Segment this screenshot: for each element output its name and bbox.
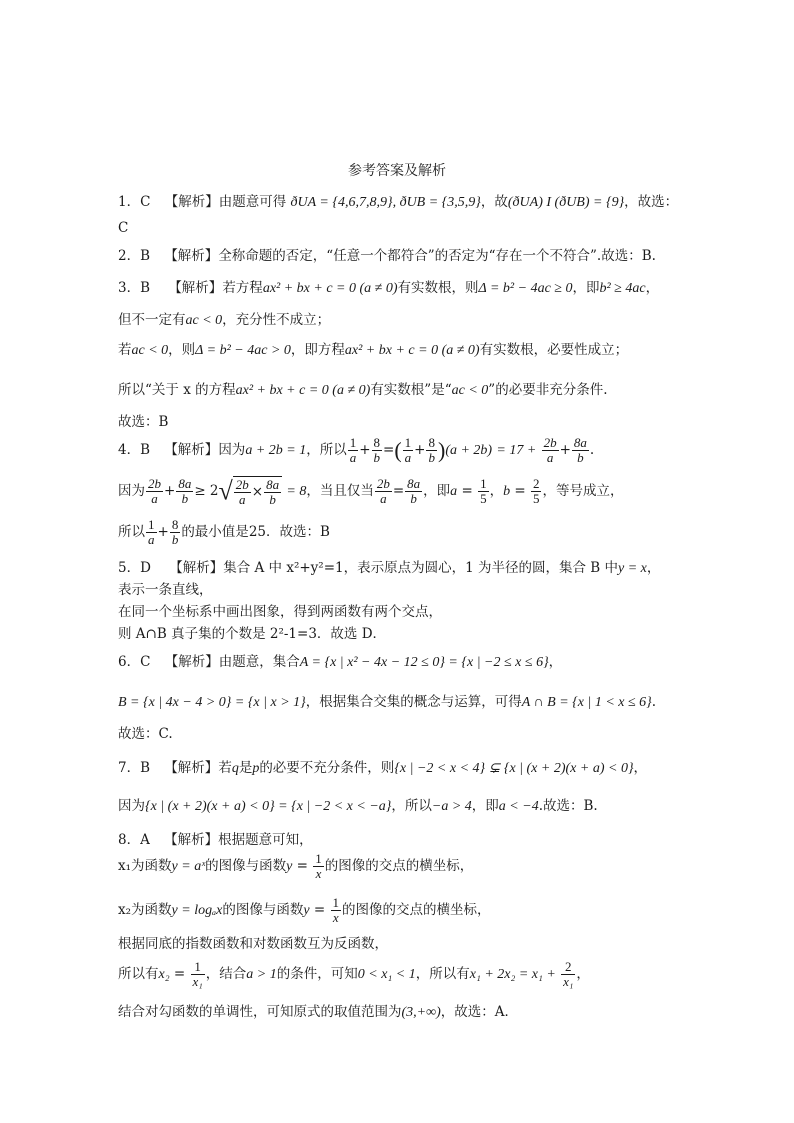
q1-complement-sets: ðUA = {4,6,7,8,9}, ðUB = {3,5,9} [290, 195, 481, 210]
q8-line-3: x₂为函数y = logₐx的图像与函数y = $\frac{1}{x}$ 的图像的交点的横坐标， [118, 895, 491, 925]
q2-line-1 [118, 244, 656, 264]
q7-number: 7．B [118, 760, 151, 776]
q7-line-2: 因为{x | (x + 2)(x + a) < 0} = {x | −2 < x < −a}，所以−a > 4，即a < −4.故选：B. [118, 798, 598, 814]
q4-line-1: 4．B 【解析】因为a + 2b = 1，所以 $\frac{1}{a}$ + $\frac{8}{b}$ =( $\frac{1}{a}$ + $\frac{8}{b}$ )(a + 2b) = 17 + $\frac{2b}{a}$ + $\frac{8a}{b}$ . [118, 435, 595, 465]
q5-tag: 【解析】 [169, 560, 224, 576]
q8-line-4: 根据同底的指数函数和对数函数互为反函数， [118, 936, 388, 952]
q8-number: 8．A [118, 832, 150, 848]
q6-number: 6．C [118, 654, 151, 670]
q2-number: 2．B [118, 248, 151, 264]
q1-number: 1．C [118, 194, 151, 210]
q3-tag: 【解析】 [168, 280, 223, 296]
q3-line-5: 故选：B [118, 414, 169, 430]
q3-discriminant: Δ = b² − 4ac ≥ 0 [478, 281, 573, 296]
q3-line-1: 3．B 【解析】若方程ax² + bx + c = 0 (a ≠ 0)有实数根，则Δ = b² − 4ac ≥ 0，即b² ≥ 4ac， [118, 280, 660, 296]
q5-line-3: 在同一个坐标系中画出图象，得到两函数有两个交点， [118, 604, 442, 620]
q2-tag: 【解析】 [164, 248, 219, 264]
q6-line-2: B = {x | 4x − 4 > 0} = {x | x > 1}，根据集合交集的概念与运算，可得A ∩ B = {x | 1 < x ≤ 6}. [118, 694, 657, 710]
q5-line-4: 则 A∩B 真子集的个数是 2²-1=3．故选 D． [118, 626, 387, 642]
q7-tag: 【解析】 [164, 760, 219, 776]
q4-min-value: 25 [248, 524, 266, 540]
q8-line-2: x₁为函数y = aˣ的图像与函数y = $\frac{1}{x}$ 的图像的交点的横坐标， [118, 851, 474, 881]
q1-line-2: C [118, 220, 129, 236]
q8-line-5: 所以有x₂ = $\frac{1}{\text{x₁}}$ ，结合a > 1的条件，可知0 < x₁ < 1，所以有x₁ + 2x₂ = x₁ + $\frac{2}{\text{x₁}}$ ， [118, 959, 590, 989]
q4-line-2: 因为 $\frac{2b}{a}$ + $\frac{8a}{b}$ ≥ 2√ $\frac{2b}{a}$ × $\frac{8a}{b}$ = 8，当且仅当 $\frac{2b}{a}$ = $\frac{8a}{b}$ ，即a = $\frac{1}{5}$ ，b = $\frac{2}{5}$ ，等号成立， [118, 476, 624, 507]
q3-line-3: 若ac < 0，则Δ = b² − 4ac > 0，即方程ax² + bx + c = 0 (a ≠ 0)有实数根，必要性成立； [118, 342, 629, 358]
page-title: 参考答案及解析 [348, 163, 446, 179]
q8-line-6: 结合对勾函数的单调性，可知原式的取值范围为(3,+∞)，故选：A． [118, 1004, 519, 1020]
q3-equation: ax² + bx + c = 0 (a ≠ 0) [262, 281, 398, 296]
q5-number: 5．D [118, 560, 151, 576]
q1-line-1: 1．C 【解析】由题意可得 ðUA = {4,6,7,8,9}, ðUB = {3,5,9}，故(ðUA) I (ðUB) = {9}，故选： [118, 194, 679, 210]
q7-line-1: 7．B 【解析】若q是p的必要不充分条件，则{x | −2 < x < 4} ⊊ {x | (x + 2)(x + a) < 0}， [118, 760, 648, 776]
q6-tag: 【解析】 [164, 654, 219, 670]
q5-line-1: 5．D 【解析】集合 A 中 x²+y²=1，表示原点为圆心，1 为半径的圆，集合 B 中y = x， [118, 560, 661, 576]
q3-line-2: 但不一定有ac < 0，充分性不成立； [118, 312, 331, 328]
q3-number: 3．B [118, 280, 151, 296]
q2-text: 全称命题的否定，“任意一个都符合”的否定为“存在一个不符合”.故选：B. [218, 248, 656, 264]
q8-line-1: 8．A 【解析】根据题意可知， [118, 832, 313, 848]
q3-line-4: 所以“关于 x 的方程ax² + bx + c = 0 (a ≠ 0)有实数根”是“ac < 0”的必要非充分条件. [118, 382, 608, 398]
q4-line-3: 所以 $\frac{1}{a}$ + $\frac{8}{b}$ 的最小值是25．故选：B [118, 517, 330, 547]
q8-tag: 【解析】 [164, 832, 219, 848]
q6-line-1: 6．C 【解析】由题意，集合A = {x | x² − 4x − 12 ≤ 0} = {x | −2 ≤ x ≤ 6}， [118, 654, 563, 670]
q1-tag: 【解析】 [164, 194, 219, 210]
q5-line-2: 表示一条直线， [118, 582, 213, 598]
q4-number: 4．B [118, 442, 151, 458]
q4-tag: 【解析】 [164, 442, 219, 458]
q6-line-3: 故选：C. [118, 726, 173, 742]
q1-intersection: (ðUA) I (ðUB) = {9} [507, 195, 625, 210]
